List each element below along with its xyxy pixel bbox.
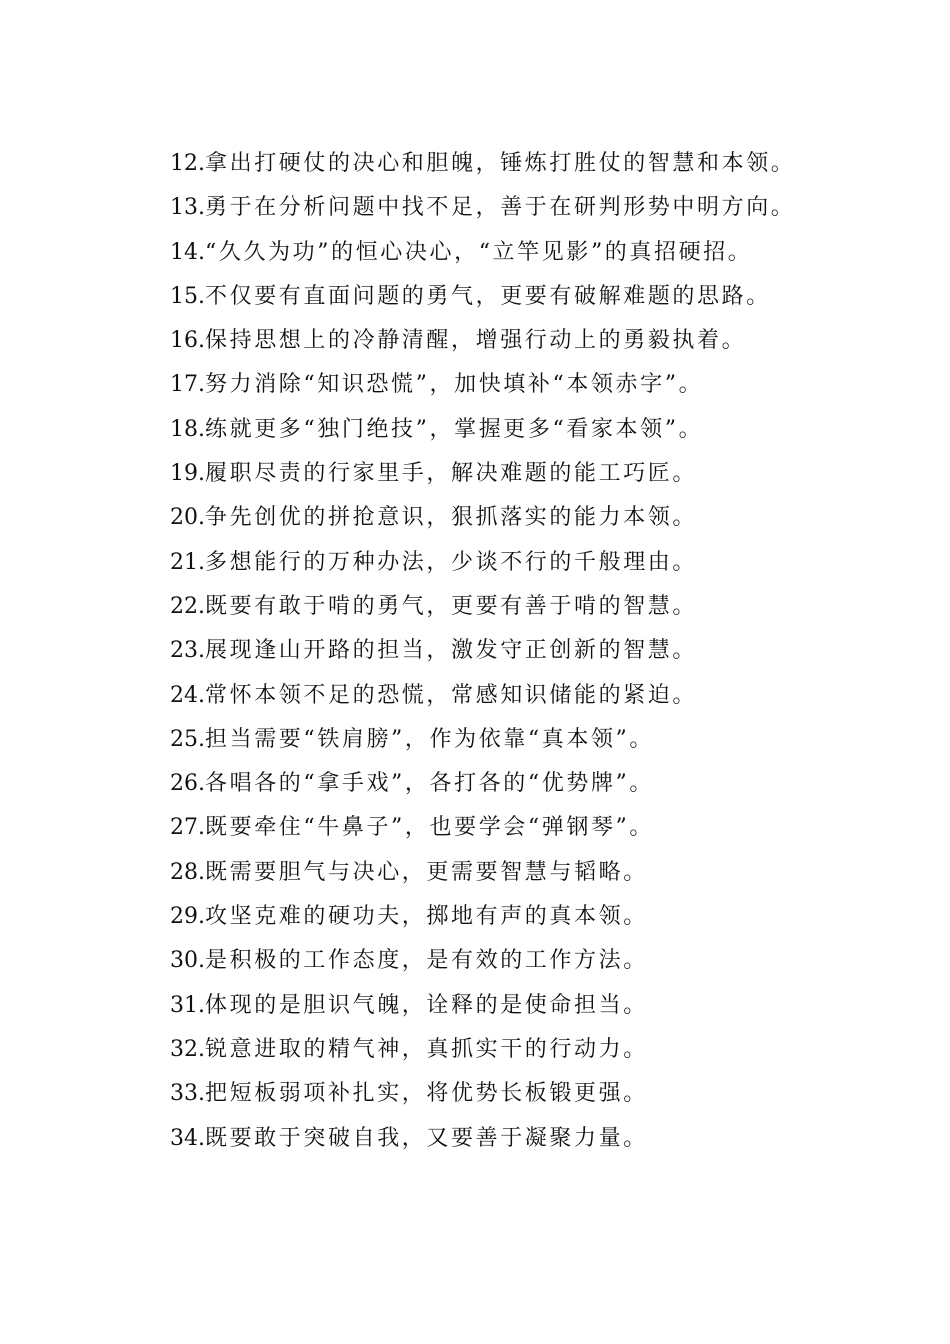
list-item	[170, 806, 930, 850]
item-number: 20.	[170, 505, 205, 531]
item-text: 既要有敢于啃的勇气，更要有善于啃的智慧。	[205, 593, 698, 619]
item-text: 不仅要有直面问题的勇气，更要有破解难题的思路。	[205, 283, 771, 309]
item-text: 拿出打硬仗的决心和胆魄，锤炼打胜仗的智慧和本领。	[205, 151, 796, 176]
list-item	[170, 496, 930, 540]
item-text: 既要牵住“牛鼻子”，也要学会“弹钢琴”。	[205, 815, 654, 841]
item-number: 12.	[170, 151, 205, 176]
list-item	[170, 851, 930, 895]
item-text: 担当需要“铁肩膀”，作为依靠“真本领”。	[205, 726, 654, 752]
list-item	[170, 186, 930, 230]
item-number: 28.	[170, 859, 205, 885]
item-text: “久久为功”的恒心决心，“立竿见影”的真招硬招。	[205, 239, 753, 265]
item-number: 21.	[170, 549, 205, 575]
list-item	[170, 275, 930, 319]
item-number: 15.	[170, 283, 205, 309]
list-item	[170, 674, 930, 718]
item-text: 既需要胆气与决心，更需要智慧与韬略。	[205, 859, 648, 885]
list-item	[170, 452, 930, 496]
item-number: 27.	[170, 815, 205, 841]
item-text: 锐意进取的精气神，真抓实干的行动力。	[205, 1036, 648, 1062]
item-text: 练就更多“独门绝技”，掌握更多“看家本领”。	[205, 416, 704, 442]
item-text: 保持思想上的冷静清醒，增强行动上的勇毅执着。	[205, 328, 747, 354]
item-text: 勇于在分析问题中找不足，善于在研判形势中明方向。	[205, 195, 796, 221]
item-text: 攻坚克难的硬功夫，掷地有声的真本领。	[205, 904, 648, 930]
item-text: 履职尽责的行家里手，解决难题的能工巧匠。	[205, 461, 698, 487]
phrase-list	[170, 142, 930, 1161]
item-number: 31.	[170, 992, 205, 1018]
list-item	[170, 984, 930, 1028]
item-text: 争先创优的拼抢意识，狠抓落实的能力本领。	[205, 505, 698, 531]
item-text: 各唱各的“拿手戏”，各打各的“优势牌”。	[205, 771, 654, 797]
list-item	[170, 1028, 930, 1072]
list-item	[170, 541, 930, 585]
list-item	[170, 718, 930, 762]
item-number: 32.	[170, 1036, 205, 1062]
item-number: 29.	[170, 904, 205, 930]
item-number: 25.	[170, 726, 205, 752]
list-item	[170, 363, 930, 407]
item-number: 16.	[170, 328, 205, 354]
list-item	[170, 1072, 930, 1116]
item-number: 13.	[170, 195, 205, 221]
item-number: 19.	[170, 461, 205, 487]
item-number: 22.	[170, 593, 205, 619]
item-number: 18.	[170, 416, 205, 442]
list-item	[170, 231, 930, 275]
item-number: 26.	[170, 771, 205, 797]
item-text: 常怀本领不足的恐慌，常感知识储能的紧迫。	[205, 682, 698, 708]
item-number: 33.	[170, 1081, 205, 1107]
item-number: 14.	[170, 239, 205, 265]
item-number: 24.	[170, 682, 205, 708]
item-number: 23.	[170, 638, 205, 664]
list-item	[170, 142, 930, 186]
list-item	[170, 762, 930, 806]
item-text: 体现的是胆识气魄，诠释的是使命担当。	[205, 992, 648, 1018]
list-item	[170, 895, 930, 939]
item-number: 17.	[170, 372, 205, 398]
item-text: 展现逢山开路的担当，激发守正创新的智慧。	[205, 638, 698, 664]
item-text: 是积极的工作态度，是有效的工作方法。	[205, 948, 648, 974]
item-text: 多想能行的万种办法，少谈不行的千般理由。	[205, 549, 698, 575]
list-item	[170, 319, 930, 363]
list-item	[170, 939, 930, 983]
list-item	[170, 1117, 930, 1161]
list-item	[170, 408, 930, 452]
item-number: 30.	[170, 948, 205, 974]
item-text: 把短板弱项补扎实，将优势长板锻更强。	[205, 1081, 648, 1107]
list-item	[170, 585, 930, 629]
item-text: 努力消除“知识恐慌”，加快填补“本领赤字”。	[205, 372, 704, 398]
list-item	[170, 629, 930, 673]
item-text: 既要敢于突破自我，又要善于凝聚力量。	[205, 1125, 648, 1151]
item-number: 34.	[170, 1125, 205, 1151]
